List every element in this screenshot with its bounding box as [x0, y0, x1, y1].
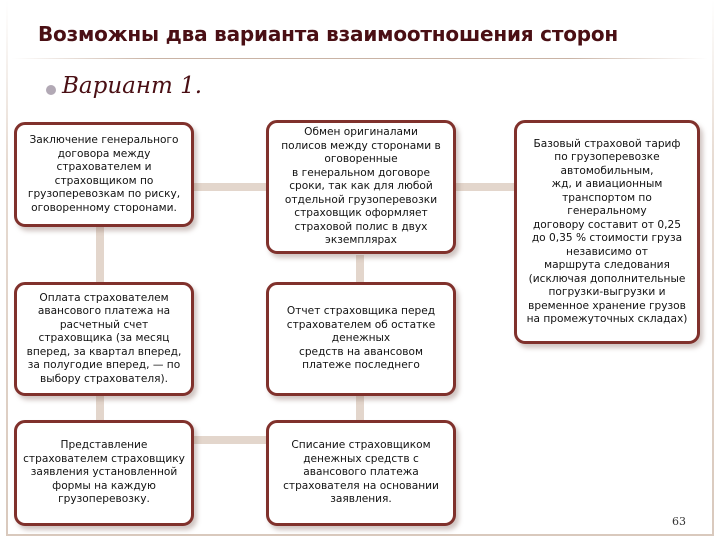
slide-frame-left — [6, 0, 8, 536]
slide-frame-bottom — [6, 534, 714, 536]
page-number: 63 — [672, 515, 686, 528]
step-box-debit: Списание страховщиком денежных средств с авансового платежа страхователя на основании заявления. — [266, 420, 456, 526]
connector-col2-vertical-top — [356, 255, 364, 285]
step-box-insurer-report: Отчет страховщика перед страхователем об остатке денежных средств на авансовом платеже последнего — [266, 282, 456, 396]
step-box-advance-payment: Оплата страхователем авансового платежа на расчетный счет страховщика (за месяц вперед, за квартал вперед, за полугодие вперед, — по выбору страхователя). — [14, 282, 194, 396]
step-box-policy-exchange: Обмен оригиналами полисов между сторонами в оговоренные в генеральном договоре сроки, так как для любой отдельной грузоперевозки страховщик оформляет страховой полис в двух экземплярах — [266, 120, 456, 254]
connector-col1-vertical — [96, 225, 104, 285]
slide-title: Возможны два варианта взаимоотношения сторон — [38, 22, 619, 46]
slide-frame-right — [712, 0, 714, 536]
tariff-info-box: Базовый страховой тариф по грузоперевозке автомобильным, жд, и авиационным транспортом по генеральному договору составит от 0,25 до 0,35 % стоимости груза независимо от маршрута следования (исключая дополнительные погрузки-выгрузки и временное хранение грузов на промежуточных складах) — [514, 120, 700, 344]
title-divider — [12, 58, 708, 59]
step-box-contract: Заключение генерального договора между страхователем и страховщиком по грузоперевозкам по риску, оговоренному сторонами. — [14, 122, 194, 227]
bullet-icon — [46, 85, 56, 95]
variant-heading: Вариант 1. — [62, 73, 203, 99]
step-box-application: Представление страхователем страховщику заявления установленной формы на каждую грузоперевозку. — [14, 420, 194, 526]
